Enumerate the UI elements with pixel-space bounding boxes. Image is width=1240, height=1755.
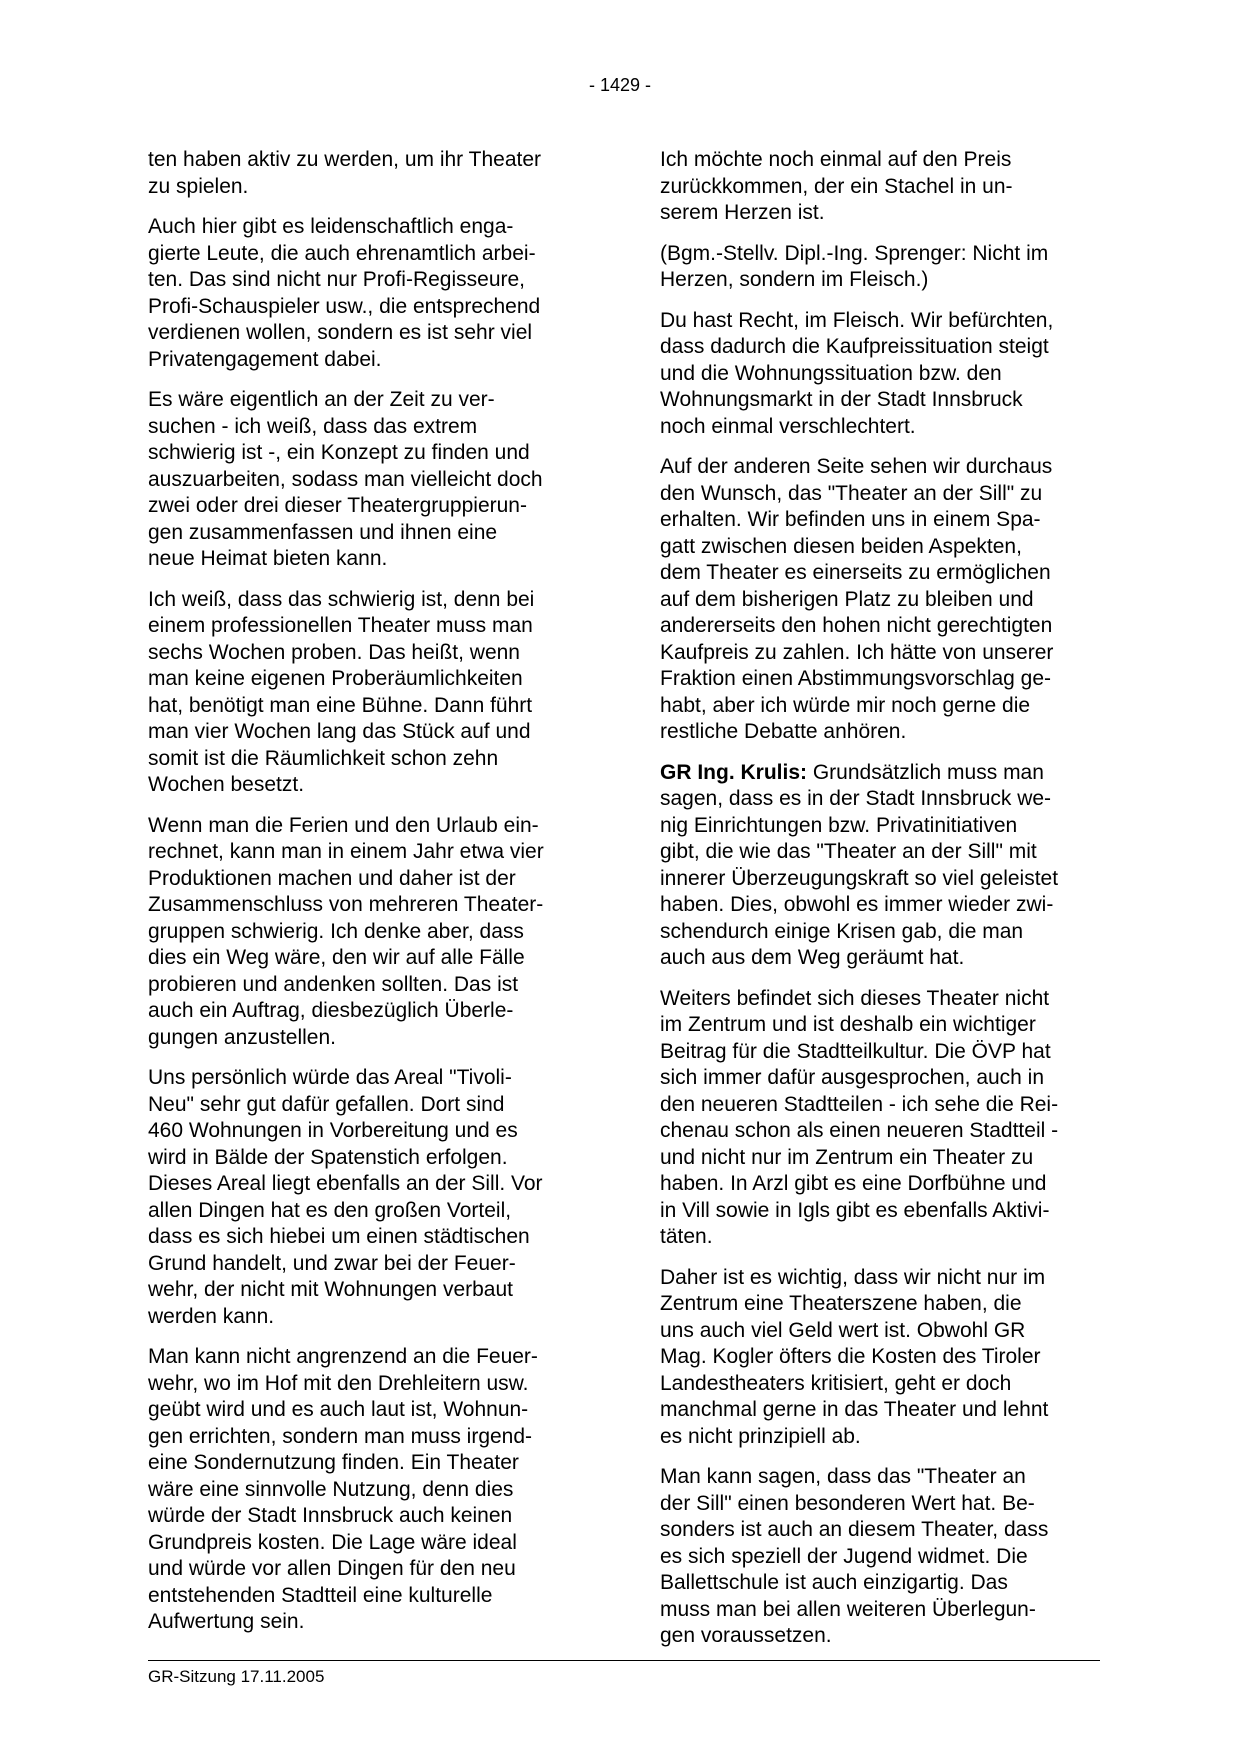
left-column [148, 147, 588, 1650]
speaker-text: Grundsätzlich muss man sagen, dass es in der Stadt Innsbruck we- nig Einrichtungen bzw. Privatinitiativen gibt, die wie das "Theater an der Sill" mit innerer Überzeugungskraft so viel geleistet haben. Dies, obwohl es immer wieder zwi- schendurch einige Krisen gab, die man auch aus dem Weg geräumt hat. [660, 760, 1059, 969]
paragraph: Man kann sagen, dass das "Theater an der Sill" einen besonderen Wert hat. Be- sonders ist auch an diesem Theater, dass es sich speziell der Jugend widmet. Die Ballettschule ist auch einzigartig. Das muss man bei allen weiteren Überlegun- gen voraussetzen. [660, 1465, 1049, 1647]
footer-divider [148, 1660, 1100, 1661]
paragraph: Ich möchte noch einmal auf den Preis zurückkommen, der ein Stachel in un- serem Herzen ist. [660, 148, 1013, 224]
paragraph: Auch hier gibt es leidenschaftlich enga- gierte Leute, die auch ehrenamtlich arbei- ten. Das sind nicht nur Profi-Regisseure, Profi-Schauspieler usw., die entsprechend verdienen wollen, sondern es ist sehr viel Privatengagement dabei. [148, 215, 541, 371]
page-number: - 1429 - [588, 75, 652, 95]
paragraph: Wenn man die Ferien und den Urlaub ein- rechnet, kann man in einem Jahr etwa vier Produktionen machen und daher ist der Zusammenschluss von mehreren Theater- gruppen schwierig. Ich denke aber, dass dies ein Weg wäre, den wir auf alle Fälle probieren und andenken sollten. Das ist auch ein Auftrag, diesbezüglich Überle- gungen anzustellen. [148, 813, 544, 1049]
paragraph: ten haben aktiv zu werden, um ihr Theater zu spielen. [148, 148, 542, 198]
paragraph: Weiters befindet sich dieses Theater nicht im Zentrum und ist deshalb ein wichtiger Beitrag für die Stadtteilkultur. Die ÖVP hat sich immer dafür ausgesprochen, auch in den neueren Stadtteilen - ich sehe die Rei- chenau schon als einen neueren Stadtteil - und nicht nur im Zentrum ein Theater zu haben. In Arzl gibt es eine Dorfbühne und in Vill sowie in Igls gibt es ebenfalls Aktivi- täten. [660, 986, 1059, 1248]
paragraph: Es wäre eigentlich an der Zeit zu ver- suchen - ich weiß, dass das extrem schwierig ist -, ein Konzept zu finden und auszuarbeiten, sodass man vielleicht doch zwei oder drei dieser Theatergruppierun- gen zusammenfassen und ihnen eine neue Heimat bieten kann. [148, 388, 543, 570]
footer-session-date: GR-Sitzung 17.11.2005 [148, 1667, 325, 1686]
interjection: (Bgm.-Stellv. Dipl.-Ing. Sprenger: Nicht im Herzen, sondern im Fleisch.) [660, 241, 1049, 291]
paragraph: Man kann nicht angrenzend an die Feuer- wehr, wo im Hof mit den Drehleitern usw. geübt wird und es auch laut ist, Wohnun- gen errichten, sondern man muss irgend- eine Sondernutzung finden. Ein Theater wäre eine sinnvolle Nutzung, denn dies würde der Stadt Innsbruck auch keinen Grundpreis kosten. Die Lage wäre ideal und würde vor allen Dingen für den neu entstehenden Stadtteil eine kulturelle Aufwertung sein. [148, 1345, 538, 1633]
paragraph: Du hast Recht, im Fleisch. Wir befürchten, dass dadurch die Kaufpreissituation steigt und die Wohnungssituation bzw. den Wohnungsmarkt in der Stadt Innsbruck noch einmal verschlechtert. [660, 308, 1054, 438]
paragraph: Uns persönlich würde das Areal "Tivoli- Neu" sehr gut dafür gefallen. Dort sind 460 Wohnungen in Vorbereitung und es wird in Bälde der Spatenstich erfolgen. Dieses Areal liegt ebenfalls an der Sill. Vor allen Dingen hat es den großen Vorteil, dass es sich hiebei um einen städtischen Grund handelt, und zwar bei der Feuer- wehr, der nicht mit Wohnungen verbaut werden kann. [148, 1066, 543, 1328]
paragraph: Daher ist es wichtig, dass wir nicht nur im Zentrum eine Theaterszene haben, die uns auch viel Geld wert ist. Obwohl GR Mag. Kogler öfters die Kosten des Tiroler Landestheaters kritisiert, geht er doch manchmal gerne in das Theater und lehnt es nicht prinzipiell ab. [660, 1265, 1049, 1448]
paragraph: Ich weiß, dass das schwierig ist, denn bei einem professionellen Theater muss man sechs Wochen proben. Das heißt, wenn man keine eigenen Proberäumlichkeiten hat, benötigt man eine Bühne. Dann führt man vier Wochen lang das Stück auf und somit ist die Räumlichkeit schon zehn Wochen besetzt. [148, 587, 535, 796]
speaker-name: GR Ing. Krulis: [660, 760, 807, 784]
right-column [660, 147, 1100, 1664]
speaker-paragraph [660, 760, 1100, 972]
paragraph: Auf der anderen Seite sehen wir durchaus den Wunsch, das "Theater an der Sill" zu erhalten. Wir befinden uns in einem Spa- gatt zwischen diesen beiden Aspekten, dem Theater es einerseits zu ermöglichen auf dem bisherigen Platz zu bleiben und andererseits den hohen nicht gerechtigten Kaufpreis zu zahlen. Ich hätte von unserer Fraktion einen Abstimmungsvorschlag ge- habt, aber ich würde mir noch gerne die restliche Debatte anhören. [660, 455, 1054, 743]
